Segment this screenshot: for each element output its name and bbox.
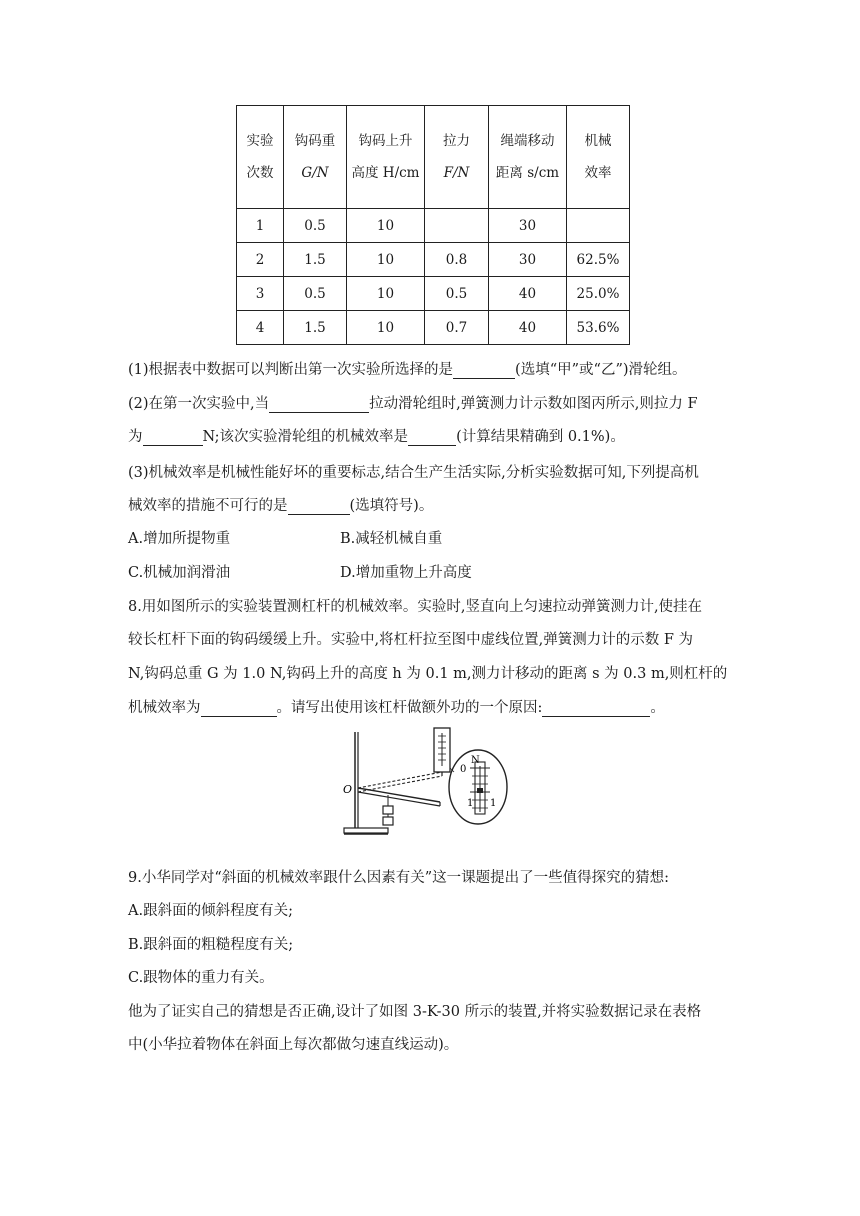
header-cell <box>425 106 489 209</box>
header-line: 钩码重 <box>294 133 336 149</box>
zoom-pointer <box>477 788 483 793</box>
option-a: A.增加所提物重 <box>128 531 231 547</box>
header-line: 钩码上升 <box>358 133 413 149</box>
q8-line4 <box>128 696 665 717</box>
zoom-one-label: 1 <box>490 798 497 809</box>
q8-text: 。 <box>650 700 665 716</box>
q8-line2: 较长杠杆下面的钩码缓缓上升。实验中,将杠杆拉至图中虚线位置,弹簧测力计的示数 F 为 <box>128 632 693 648</box>
table-cell: 0.7 <box>425 311 489 345</box>
zoom-unit-label: N <box>471 755 480 766</box>
q9-line5: 他为了证实自己的猜想是否正确,设计了如图 3-K-30 所示的装置,并将实验数据记录在表格 <box>128 1004 702 1020</box>
pivot-label: O <box>343 783 353 796</box>
header-cell <box>567 106 630 209</box>
table-cell: 53.6% <box>567 311 630 345</box>
option-d: D.增加重物上升高度 <box>340 565 472 581</box>
table-cell: 10 <box>347 277 425 311</box>
zoom-zero-label: 0 <box>460 764 467 775</box>
table-row <box>237 311 630 345</box>
lever-dashed <box>358 772 442 788</box>
stand-base <box>344 828 388 833</box>
table-cell: 10 <box>347 243 425 277</box>
header-line: 效率 <box>584 165 612 181</box>
lever-figure <box>342 726 514 838</box>
table-cell <box>567 209 630 243</box>
q9-option-b: B.跟斜面的粗糙程度有关; <box>128 937 294 953</box>
q7-text: (2)在第一次实验中,当 <box>128 396 270 412</box>
table-cell: 30 <box>489 209 567 243</box>
header-cell <box>489 106 567 209</box>
q7-part3-line1 <box>128 461 699 482</box>
q9-line1: 9.小华同学对“斜面的机械效率跟什么因素有关”这一课题提出了一些值得探究的猜想: <box>128 870 670 886</box>
q7-text: (选填符号)。 <box>349 498 434 514</box>
q8-line1: 8.用如图所示的实验装置测杠杆的机械效率。实验时,竖直向上匀速拉动弹簧测力计,使挂在 <box>128 599 703 615</box>
header-line: 实验 <box>246 133 274 149</box>
q7-text: 械效率的措施不可行的是 <box>128 498 288 514</box>
table-cell: 10 <box>347 209 425 243</box>
answer-blank <box>288 498 350 515</box>
table-cell: 0.5 <box>284 277 347 311</box>
q7-part1 <box>128 358 687 379</box>
weight-block <box>383 806 393 814</box>
answer-blank <box>269 396 369 413</box>
data-table <box>236 105 630 345</box>
table-cell: 1 <box>237 209 284 243</box>
table-cell: 40 <box>489 277 567 311</box>
table-row <box>237 209 630 243</box>
table-cell: 3 <box>237 277 284 311</box>
answer-blank <box>542 700 650 717</box>
q9-line6: 中(小华拉着物体在斜面上每次都做匀速直线运动)。 <box>128 1037 459 1053</box>
answer-blank <box>408 429 456 446</box>
q7-text: (选填“甲”或“乙”)滑轮组。 <box>515 362 687 378</box>
q8-text: 机械效率为 <box>128 700 201 716</box>
lever-dashed <box>358 776 442 792</box>
table-row <box>237 243 630 277</box>
lever-bar <box>358 792 440 806</box>
header-line: 次数 <box>246 165 274 181</box>
q8-line3: N,钩码总重 G 为 1.0 N,钩码上升的高度 h 为 0.1 m,测力计移动的距离 s 为 0.3 m,则杠杆的 <box>128 666 728 682</box>
q7-text: (1)根据表中数据可以判断出第一次实验所选择的是 <box>128 362 454 378</box>
table-cell: 1.5 <box>284 311 347 345</box>
header-line: 绳端移动 <box>500 133 555 149</box>
table-header-row <box>237 106 630 209</box>
q9-option-a: A.跟斜面的倾斜程度有关; <box>128 903 293 919</box>
option-c: C.机械加润滑油 <box>128 565 231 581</box>
q7-part3-line2 <box>128 494 433 515</box>
q8-text: 。请写出使用该杠杆做额外功的一个原因: <box>276 700 543 716</box>
header-line: 高度 H/cm <box>351 165 420 181</box>
option-b: B.减轻机械自重 <box>340 531 443 547</box>
table-cell: 0.8 <box>425 243 489 277</box>
table-cell: 0.5 <box>425 277 489 311</box>
table-cell: 30 <box>489 243 567 277</box>
q7-text: 为 <box>128 429 143 445</box>
table-cell <box>425 209 489 243</box>
answer-blank <box>201 700 277 717</box>
header-line: F/N <box>443 165 470 181</box>
q7-part2-line2 <box>128 425 625 446</box>
table-cell: 40 <box>489 311 567 345</box>
q7-text: (计算结果精确到 0.1%)。 <box>456 429 625 445</box>
header-line: 距离 s/cm <box>495 165 560 181</box>
table-cell: 4 <box>237 311 284 345</box>
q7-part2-line1 <box>128 392 698 413</box>
table-cell: 62.5% <box>567 243 630 277</box>
q9-option-c: C.跟物体的重力有关。 <box>128 970 274 986</box>
answer-blank <box>453 362 515 379</box>
table-row <box>237 277 630 311</box>
table-cell: 10 <box>347 311 425 345</box>
header-cell <box>284 106 347 209</box>
q7-text: N;该次实验滑轮组的机械效率是 <box>202 429 409 445</box>
table-cell: 25.0% <box>567 277 630 311</box>
answer-blank <box>143 429 203 446</box>
header-cell <box>237 106 284 209</box>
header-line: G/N <box>301 165 329 181</box>
header-line: 机械 <box>584 133 612 149</box>
weight-block <box>383 817 393 825</box>
q7-text: 拉动滑轮组时,弹簧测力计示数如图丙所示,则拉力 F <box>369 396 698 412</box>
q7-text: (3)机械效率是机械性能好坏的重要标志,结合生产生活实际,分析实验数据可知,下列提高机 <box>128 465 699 481</box>
zoom-one-label: 1 <box>467 798 474 809</box>
table-cell: 1.5 <box>284 243 347 277</box>
header-cell <box>347 106 425 209</box>
header-line: 拉力 <box>443 133 470 149</box>
table-cell: 2 <box>237 243 284 277</box>
table-cell: 0.5 <box>284 209 347 243</box>
